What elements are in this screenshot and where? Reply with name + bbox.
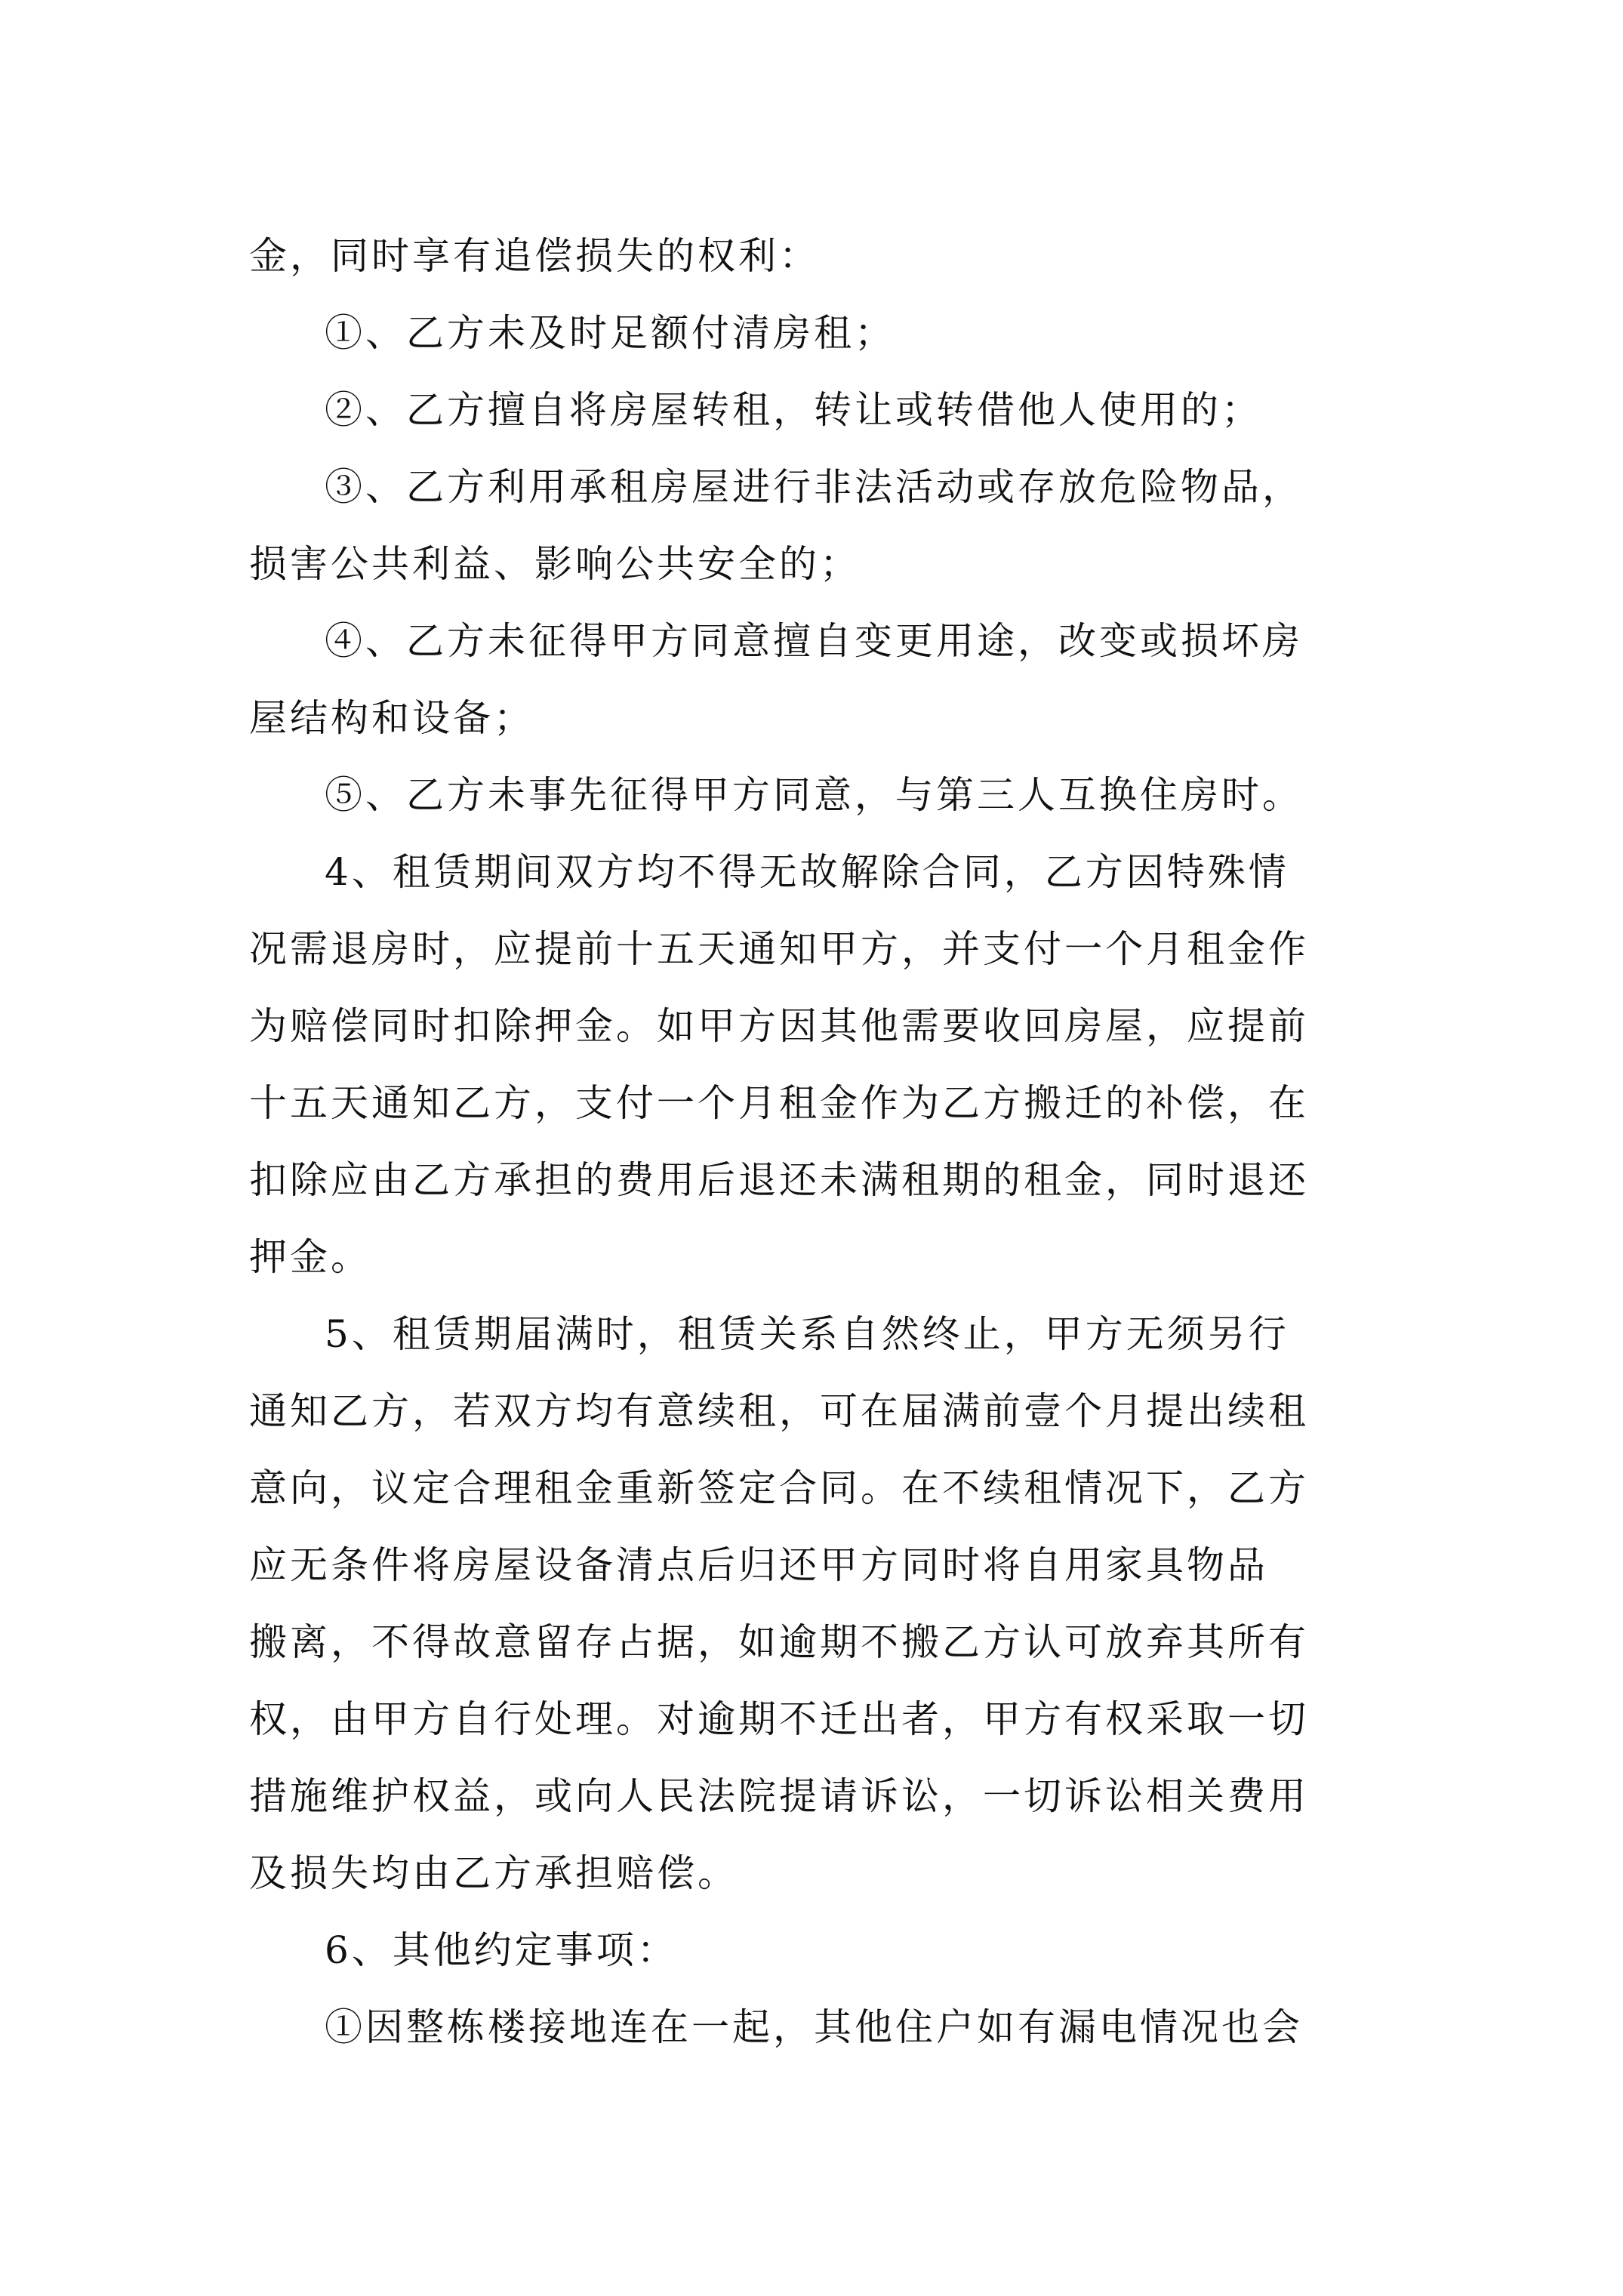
paragraph-line: 屋结构和设备； xyxy=(249,696,534,740)
paragraph-line: 4、租赁期间双方均不得无故解除合同，乙方因特殊情 xyxy=(325,850,1289,894)
paragraph-line: ③、乙方利用承租房屋进行非法活动或存放危险物品， xyxy=(325,465,1303,509)
paragraph-line: 通知乙方，若双方均有意续租，可在届满前壹个月提出续租 xyxy=(249,1389,1309,1433)
paragraph-line: 十五天通知乙方，支付一个月租金作为乙方搬迁的补偿，在 xyxy=(249,1081,1309,1125)
paragraph-line: ①、乙方未及时足额付清房租； xyxy=(325,311,895,355)
paragraph-line: 扣除应由乙方承担的费用后退还未满租期的租金，同时退还 xyxy=(249,1158,1309,1202)
paragraph-line: ⑤、乙方未事先征得甲方同意，与第三人互换住房时。 xyxy=(325,773,1303,817)
paragraph-line: 金，同时享有追偿损失的权利： xyxy=(249,234,820,278)
document-body xyxy=(249,217,1397,2066)
paragraph-line: 为赔偿同时扣除押金。如甲方因其他需要收回房屋，应提前 xyxy=(249,1004,1309,1048)
paragraph-line: 及损失均由乙方承担赔偿。 xyxy=(249,1851,738,1895)
paragraph-line: 措施维护权益，或向人民法院提请诉讼，一切诉讼相关费用 xyxy=(249,1774,1309,1818)
paragraph-line: 况需退房时，应提前十五天通知甲方，并支付一个月租金作 xyxy=(249,927,1309,971)
paragraph-line: 6、其他约定事项： xyxy=(325,1928,678,1972)
paragraph-line: 应无条件将房屋设备清点后归还甲方同时将自用家具物品 xyxy=(249,1543,1268,1587)
paragraph-line: 权，由甲方自行处理。对逾期不迁出者，甲方有权采取一切 xyxy=(249,1697,1309,1741)
paragraph-line: ①因整栋楼接地连在一起，其他住户如有漏电情况也会 xyxy=(325,2005,1303,2049)
paragraph-line: 意向，议定合理租金重新签定合同。在不续租情况下，乙方 xyxy=(249,1466,1309,1510)
paragraph-line: ②、乙方擅自将房屋转租，转让或转借他人使用的； xyxy=(325,388,1262,432)
paragraph-line: 押金。 xyxy=(249,1235,371,1279)
paragraph-line: ④、乙方未征得甲方同意擅自变更用途，改变或损坏房 xyxy=(325,619,1303,663)
paragraph-line: 搬离，不得故意留存占据，如逾期不搬乙方认可放弃其所有 xyxy=(249,1620,1309,1664)
paragraph-line: 5、租赁期届满时，租赁关系自然终止，甲方无须另行 xyxy=(325,1312,1289,1356)
paragraph-line: 损害公共利益、影响公共安全的； xyxy=(249,542,861,586)
